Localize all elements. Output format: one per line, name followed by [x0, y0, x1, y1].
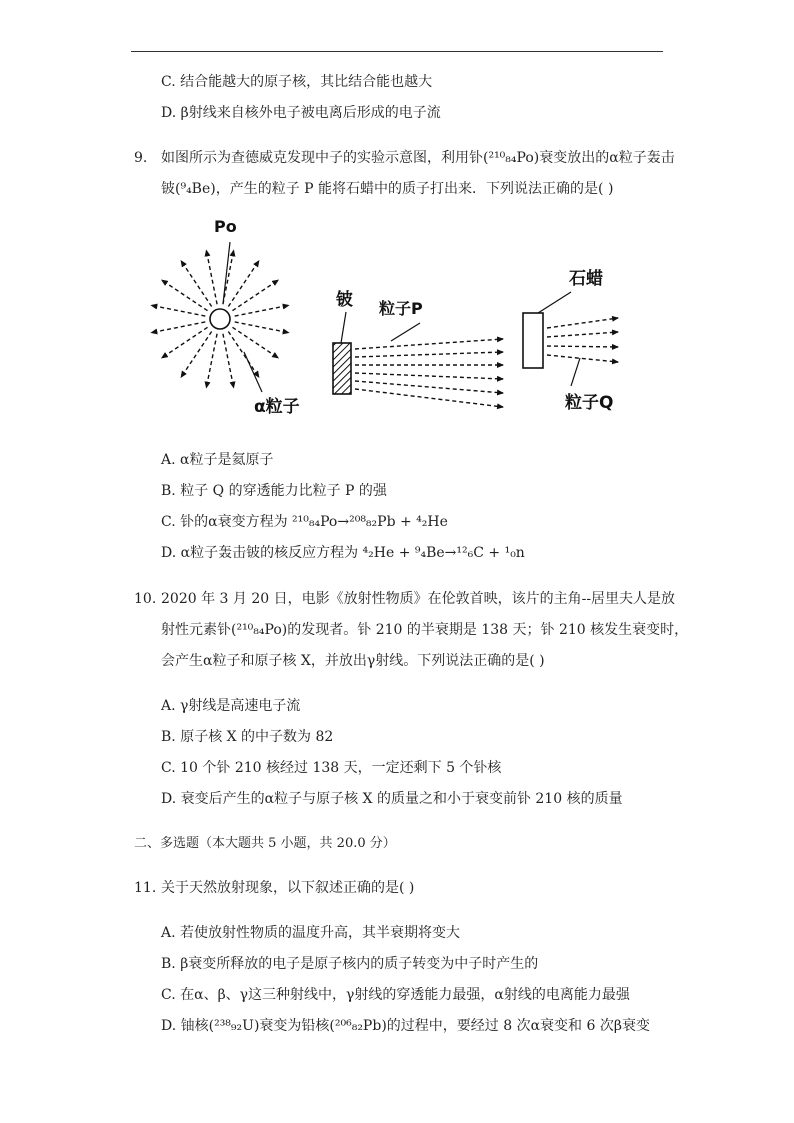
po-source: [210, 309, 230, 329]
dashed-arrow: [206, 250, 217, 304]
paraffin-pointer: [538, 292, 571, 313]
dashed-arrow: [151, 322, 205, 333]
particle-q-label: 粒子Q: [565, 393, 614, 413]
dashed-arrow: [355, 339, 503, 349]
q11-option-c: C. 在α、β、γ这三种射线中，γ射线的穿透能力最强，α射线的电离能力最强: [161, 987, 630, 1003]
dashed-arrow: [206, 334, 217, 388]
chadwick-experiment-diagram: [148, 212, 638, 432]
dashed-arrow: [181, 261, 212, 307]
beryllium-label: 铍: [336, 290, 353, 310]
po-label: Po: [214, 217, 237, 236]
dashed-arrow: [355, 373, 503, 379]
q9-stem-line2: 铍(⁹₄Be)，产生的粒子 P 能将石蜡中的质子打出来．下列说法正确的是( ): [161, 181, 614, 197]
dashed-arrow: [223, 334, 234, 388]
q9-option-a: A. α粒子是氦原子: [161, 452, 274, 468]
q8-option-d: D. β射线来自核外电子被电离后形成的电子流: [161, 105, 441, 121]
dashed-arrow: [235, 322, 289, 333]
particle-p-label: 粒子P: [379, 299, 423, 318]
q10-stem-line2: 射性元素钋(²¹⁰₈₄Po)的发现者。钋 210 的半衰期是 138 天；钋 210 核发生衰变时，: [161, 622, 689, 638]
dashed-arrow: [232, 280, 278, 311]
dashed-arrow: [228, 331, 259, 377]
section-heading: 二、多选题（本大题共 5 小题，共 20.0 分）: [134, 836, 396, 851]
dashed-arrow: [235, 305, 289, 316]
dashed-arrow: [547, 346, 618, 347]
dashed-arrow: [547, 318, 618, 328]
dashed-arrow: [228, 261, 259, 307]
particle-q-beams: [547, 318, 618, 362]
q10-option-b: B. 原子核 X 的中子数为 82: [161, 729, 334, 745]
dashed-arrow: [181, 331, 212, 377]
dashed-arrow: [151, 305, 205, 316]
q10-option-d: D. 衰变后产生的α粒子与原子核 X 的质量之和小于衰变前钋 210 核的质量: [161, 791, 623, 807]
q11-option-b: B. β衰变所释放的电子是原子核内的质子转变为中子时产生的: [161, 956, 539, 972]
particle-p-beams: [355, 339, 503, 407]
particle-q-pointer: [571, 358, 580, 386]
q11-option-d: D. 铀核(²³⁸₉₂U)衰变为铅核(²⁰⁶₈₂Pb)的过程中，要经过 8 次α衰变和 6 次β衰变: [161, 1018, 650, 1034]
beryllium-pointer: [341, 312, 346, 343]
q9-option-d: D. α粒子轰击铍的核反应方程为 ⁴₂He + ⁹₄Be→¹²₆C + ¹₀n: [161, 545, 525, 561]
dashed-arrow: [162, 280, 208, 311]
beryllium-target: [333, 343, 351, 394]
particle-p-pointer: [391, 323, 420, 341]
alpha-pointer: [244, 352, 262, 392]
q10-number: 10.: [134, 591, 157, 607]
q10-option-c: C. 10 个钋 210 核经过 138 天，一定还剩下 5 个钋核: [161, 760, 502, 776]
q11-stem-line1: 关于天然放射现象，以下叙述正确的是( ): [161, 880, 415, 896]
q11-number: 11.: [134, 880, 157, 896]
dashed-arrow: [232, 327, 278, 358]
q10-stem-line3: 会产生α粒子和原子核 X，并放出γ射线。下列说法正确的是( ): [161, 653, 545, 669]
q9-option-c: C. 钋的α衰变方程为 ²¹⁰₈₄Po→²⁰⁸₈₂Pb + ⁴₂He: [161, 514, 448, 530]
q9-number: 9.: [134, 150, 148, 166]
header-rule: [131, 51, 663, 52]
q11-option-a: A. 若使放射性物质的温度升高，其半衰期将变大: [161, 925, 461, 941]
alpha-particle-label: α粒子: [254, 397, 300, 417]
q8-option-c: C. 结合能越大的原子核，其比结合能也越大: [161, 74, 433, 90]
dashed-arrow: [547, 332, 618, 337]
dashed-arrow: [355, 352, 503, 357]
dashed-arrow: [162, 327, 208, 358]
q10-stem-line1: 2020 年 3 月 20 日，电影《放射性物质》在伦敦首映，该片的主角--居里夫人是放: [161, 591, 676, 607]
paraffin-block: [523, 313, 543, 368]
q9-option-b: B. 粒子 Q 的穿透能力比粒子 P 的强: [161, 483, 387, 499]
paraffin-label: 石蜡: [569, 269, 603, 289]
dashed-arrow: [547, 355, 618, 362]
q9-stem-line1: 如图所示为查德威克发现中子的实验示意图，利用钋(²¹⁰₈₄Po)衰变放出的α粒子轰击: [161, 150, 675, 166]
q10-option-a: A. γ射线是高速电子流: [161, 698, 301, 714]
